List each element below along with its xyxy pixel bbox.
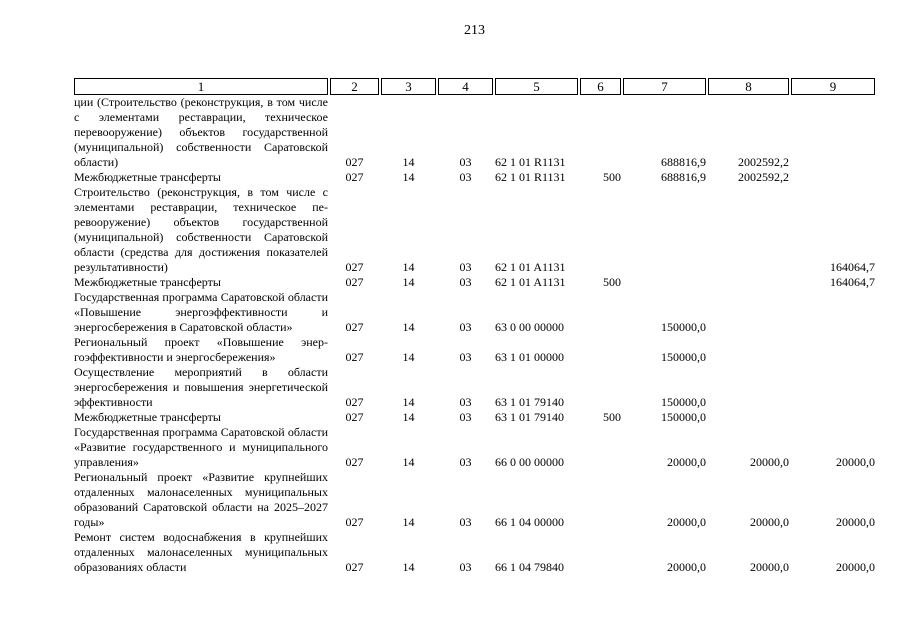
cell-grbs-code: 027 xyxy=(345,320,364,334)
cell-subsection-code: 03 xyxy=(459,260,472,274)
header-cell-6: 6 xyxy=(580,78,621,95)
cell-expense-type-code xyxy=(580,530,621,575)
cell-description: Строительство (реконструкция, в том числе с элементами реставрации, техническое перевооружение) объектов государственной (муниципальной) собственности Саратовской области (средства для достижения показателей результативности) xyxy=(74,185,328,274)
cell-expense-type-code xyxy=(580,290,621,335)
table-row xyxy=(74,95,875,170)
cell-expense-type-code xyxy=(580,185,621,275)
cell-amount-year1: 150000,0 xyxy=(661,350,706,364)
cell-amount-year2 xyxy=(708,275,789,290)
cell-target-article-code: 62 1 01 A1131 xyxy=(495,275,566,289)
cell-expense-type-code xyxy=(580,335,621,365)
cell-expense-type-code xyxy=(580,425,621,470)
cell-grbs-code: 027 xyxy=(345,560,364,574)
cell-grbs-code: 027 xyxy=(345,170,364,184)
table-row xyxy=(74,425,875,470)
cell-target-article-code: 62 1 01 R1131 xyxy=(495,155,566,169)
cell-subsection-code: 03 xyxy=(459,560,472,574)
cell-amount-year3 xyxy=(791,335,875,365)
table-row xyxy=(74,530,875,575)
cell-amount-year2 xyxy=(708,290,789,335)
cell-grbs-code: 027 xyxy=(345,515,364,529)
cell-section-code: 14 xyxy=(402,260,415,274)
table-row xyxy=(74,410,875,425)
cell-description: Ремонт систем водоснабжения в крупнейших отдаленных малонаселенных муниципальных образованиях области xyxy=(74,530,328,574)
table-row xyxy=(74,170,875,185)
cell-expense-type-code: 500 xyxy=(603,170,621,184)
cell-description: Региональный проект «Повышение энергоэффективности и энергосбережения» xyxy=(74,335,328,364)
cell-section-code: 14 xyxy=(402,155,415,169)
header-cell-9: 9 xyxy=(791,78,875,95)
cell-section-code: 14 xyxy=(402,560,415,574)
cell-subsection-code: 03 xyxy=(459,395,472,409)
cell-subsection-code: 03 xyxy=(459,410,472,424)
header-cell-8: 8 xyxy=(708,78,789,95)
cell-amount-year3 xyxy=(791,95,875,170)
cell-section-code: 14 xyxy=(402,170,415,184)
table-row xyxy=(74,470,875,530)
cell-grbs-code: 027 xyxy=(345,350,364,364)
cell-amount-year1: 688816,9 xyxy=(661,155,706,169)
cell-grbs-code: 027 xyxy=(345,155,364,169)
header-cell-1: 1 xyxy=(74,78,328,95)
cell-amount-year1: 20000,0 xyxy=(667,560,706,574)
cell-amount-year2: 20000,0 xyxy=(750,515,789,529)
table-row xyxy=(74,185,875,275)
cell-grbs-code: 027 xyxy=(345,395,364,409)
cell-expense-type-code xyxy=(580,470,621,530)
cell-section-code: 14 xyxy=(402,320,415,334)
cell-target-article-code: 62 1 01 A1131 xyxy=(495,260,566,274)
cell-description: Региональный проект «Развитие крупнейших отдаленных малонаселенных муниципальных образований Саратовской области на 2025–2027 годы» xyxy=(74,470,328,529)
cell-amount-year2 xyxy=(708,410,789,425)
page-number: 213 xyxy=(464,23,485,38)
cell-section-code: 14 xyxy=(402,455,415,469)
cell-target-article-code: 66 1 04 00000 xyxy=(495,515,564,529)
cell-subsection-code: 03 xyxy=(459,350,472,364)
table-header-row xyxy=(74,78,875,95)
cell-grbs-code: 027 xyxy=(345,455,364,469)
cell-description: Межбюджетные трансферты xyxy=(74,170,221,184)
cell-subsection-code: 03 xyxy=(459,170,472,184)
cell-section-code: 14 xyxy=(402,410,415,424)
header-cell-3: 3 xyxy=(381,78,436,95)
cell-amount-year3 xyxy=(791,290,875,335)
cell-description: Государственная программа Саратовской области «Повышение энергоэффективности и энергосбережения в Саратовской области» xyxy=(74,290,328,334)
cell-description: Государственная программа Саратовской области «Развитие государственного и муниципального управления» xyxy=(74,425,328,469)
cell-target-article-code: 66 0 00 00000 xyxy=(495,455,564,469)
cell-amount-year2: 20000,0 xyxy=(750,560,789,574)
cell-target-article-code: 66 1 04 79840 xyxy=(495,560,564,574)
table-row xyxy=(74,290,875,335)
cell-expense-type-code xyxy=(580,95,621,170)
cell-description: Межбюджетные трансферты xyxy=(74,410,221,424)
cell-amount-year3: 164064,7 xyxy=(830,275,875,289)
cell-amount-year1: 688816,9 xyxy=(661,170,706,184)
table-row xyxy=(74,275,875,290)
table-row xyxy=(74,335,875,365)
cell-amount-year3 xyxy=(791,365,875,410)
cell-target-article-code: 63 1 01 00000 xyxy=(495,350,564,364)
header-cell-4: 4 xyxy=(438,78,493,95)
cell-amount-year1: 20000,0 xyxy=(667,515,706,529)
cell-target-article-code: 62 1 01 R1131 xyxy=(495,170,566,184)
cell-grbs-code: 027 xyxy=(345,275,364,289)
cell-amount-year2: 2002592,2 xyxy=(738,170,789,184)
cell-amount-year3: 20000,0 xyxy=(836,455,875,469)
cell-amount-year2 xyxy=(708,185,789,275)
cell-description: Межбюджетные трансферты xyxy=(74,275,221,289)
cell-subsection-code: 03 xyxy=(459,455,472,469)
header-cell-2: 2 xyxy=(330,78,379,95)
cell-section-code: 14 xyxy=(402,515,415,529)
cell-amount-year2: 2002592,2 xyxy=(738,155,789,169)
cell-subsection-code: 03 xyxy=(459,515,472,529)
cell-section-code: 14 xyxy=(402,395,415,409)
cell-amount-year2 xyxy=(708,365,789,410)
cell-amount-year3: 164064,7 xyxy=(830,260,875,274)
cell-amount-year1: 150000,0 xyxy=(661,395,706,409)
cell-amount-year2 xyxy=(708,335,789,365)
cell-expense-type-code: 500 xyxy=(603,275,621,289)
cell-amount-year1: 150000,0 xyxy=(661,320,706,334)
cell-amount-year2: 20000,0 xyxy=(750,455,789,469)
cell-section-code: 14 xyxy=(402,350,415,364)
cell-amount-year1 xyxy=(623,185,706,275)
cell-amount-year3 xyxy=(791,410,875,425)
cell-grbs-code: 027 xyxy=(345,410,364,424)
header-cell-7: 7 xyxy=(623,78,706,95)
cell-amount-year1: 150000,0 xyxy=(661,410,706,424)
cell-description: ции (Строительство (реконструкция, в том числе с элементами реставрации, техническое перевооружение) объектов государственной (муниципальной) собственности Саратовской области) xyxy=(74,95,328,169)
cell-expense-type-code xyxy=(580,365,621,410)
cell-subsection-code: 03 xyxy=(459,320,472,334)
cell-amount-year1: 20000,0 xyxy=(667,455,706,469)
cell-subsection-code: 03 xyxy=(459,155,472,169)
cell-expense-type-code: 500 xyxy=(603,410,621,424)
cell-amount-year3: 20000,0 xyxy=(836,560,875,574)
cell-section-code: 14 xyxy=(402,275,415,289)
table-row xyxy=(74,365,875,410)
cell-amount-year3 xyxy=(791,170,875,185)
cell-grbs-code: 027 xyxy=(345,260,364,274)
cell-amount-year3: 20000,0 xyxy=(836,515,875,529)
cell-amount-year1 xyxy=(623,275,706,290)
cell-target-article-code: 63 0 00 00000 xyxy=(495,320,564,334)
cell-target-article-code: 63 1 01 79140 xyxy=(495,395,564,409)
header-cell-5: 5 xyxy=(495,78,578,95)
cell-description: Осуществление мероприятий в области энергосбережения и повышения энергетической эффективности xyxy=(74,365,328,409)
budget-table xyxy=(72,78,877,575)
cell-subsection-code: 03 xyxy=(459,275,472,289)
cell-target-article-code: 63 1 01 79140 xyxy=(495,410,564,424)
